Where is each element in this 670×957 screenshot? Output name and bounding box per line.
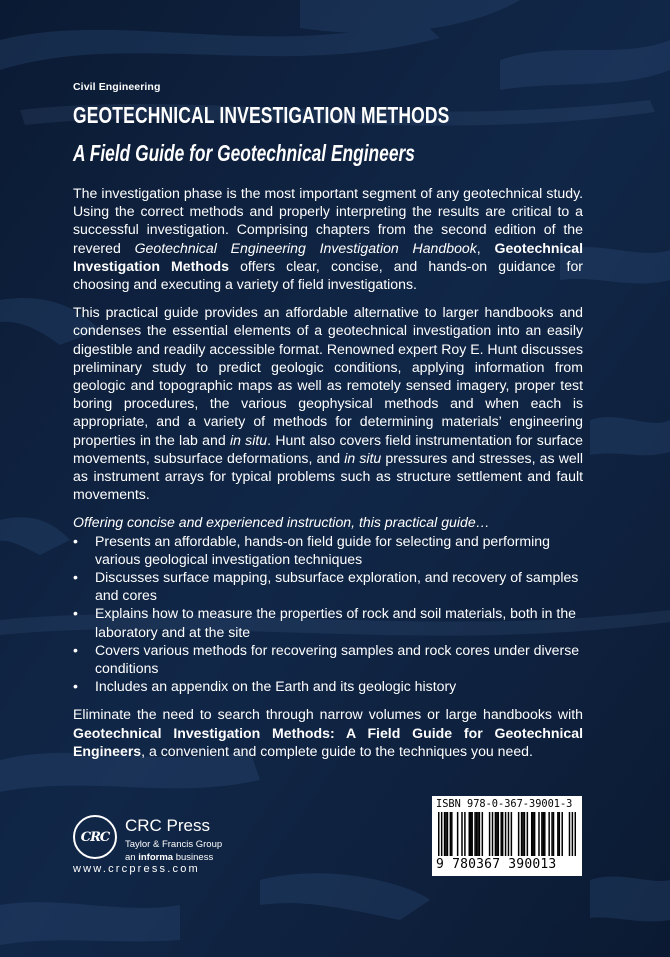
barcode-bar (479, 812, 481, 856)
barcode-bar (461, 812, 463, 856)
barcode-bar (450, 812, 452, 856)
feature-item: • Covers various methods for recovering samples and rock cores under diverse conditions (73, 641, 580, 677)
barcode-bar (469, 812, 471, 856)
barcode-bars (438, 812, 576, 856)
barcode-bar (482, 812, 484, 856)
description (73, 184, 583, 770)
barcode-bar (505, 812, 507, 856)
bullet-icon: • (73, 532, 78, 549)
barcode-bar (470, 812, 472, 856)
publisher-business: an informa business (125, 852, 214, 863)
book-title: GEOTECHNICAL INVESTIGATION METHODS (73, 102, 450, 128)
barcode-bar (538, 812, 540, 856)
barcode-bar (464, 812, 466, 856)
barcode-bar (500, 812, 502, 856)
barcode-bar (541, 812, 543, 856)
barcode-bar (502, 812, 504, 856)
barcode-bar (532, 812, 534, 856)
bullets-intro: Offering concise and experienced instruction, this practical guide… (73, 514, 490, 531)
barcode-bar (553, 812, 555, 856)
barcode-bar (457, 812, 459, 856)
barcode-bar (496, 812, 498, 856)
barcode-bar (575, 812, 576, 856)
bullet-icon: • (73, 605, 78, 622)
bullet-icon: • (73, 678, 78, 695)
publisher-name: CRC Press (125, 816, 211, 835)
isbn-text: ISBN 978-0-367-39001-3 (436, 798, 573, 810)
barcode-bar (572, 812, 574, 856)
barcode-bar (522, 812, 524, 856)
barcode-bar (551, 812, 553, 856)
barcode-bar (445, 812, 447, 856)
category-label: Civil Engineering (73, 81, 161, 93)
barcode-bar (492, 812, 494, 856)
ean-digits: 9 780367 390013 (436, 857, 557, 872)
crc-logo-icon: CRC (73, 815, 117, 859)
isbn-barcode (432, 796, 582, 876)
barcode-bar (511, 812, 513, 856)
barcode-bar (544, 812, 546, 856)
barcode-bar (447, 812, 449, 856)
bullet-icon: • (73, 569, 78, 586)
barcode-bar (521, 812, 523, 856)
barcode-bar (559, 812, 561, 856)
barcode-bar (444, 812, 446, 856)
feature-item: • Presents an affordable, hands-on field guide for selecting and performing various geological investigation techniques (73, 532, 550, 567)
barcode-bar (477, 812, 479, 856)
barcode-bar (498, 812, 500, 856)
description-paragraph: This practical guide provides an affordable alternative to larger handbooks and condenses the essential elements of a geotechnical investigation into an easily digestible and readily accessible format. Renowned expert Roy E. Hunt discusses preliminary study to predict geologic conditions, applying information from geologic and topographic maps as well as remotely sensed imagery, proper test boring procedures, the various geophysical methods and when each is appropriate, and a variety of methods for determining materials’ engineering properties in the lab and in situ. Hunt also covers field instrumentation for surface movements, subsurface deformations, and in situ pressures and stresses, as well as instrument arrays for typical problems such as structure settlement and fault movements. (73, 304, 583, 503)
barcode-bar (534, 812, 536, 856)
barcode-bar (441, 812, 443, 856)
barcode-bar (524, 812, 526, 856)
bullet-icon: • (73, 641, 78, 658)
feature-item: • Discusses surface mapping, subsurface exploration, and recovery of samples and cores (73, 569, 579, 604)
barcode-bar (518, 812, 520, 856)
publisher-group: Taylor & Francis Group (125, 839, 223, 850)
barcode-bar (543, 812, 545, 856)
barcode-bar (548, 812, 550, 856)
barcode-bar (471, 812, 473, 856)
book-subtitle: A Field Guide for Geotechnical Engineers (73, 140, 415, 166)
publisher-url: www.crcpress.com (73, 863, 200, 875)
barcode-bar (489, 812, 491, 856)
barcode-bar (561, 812, 563, 856)
barcode-bar (474, 812, 476, 856)
barcode-bar (508, 812, 510, 856)
description-paragraph: The investigation phase is the most important segment of any geotechnical study. Using the correct methods and properly interpreting the results are critical to a successful investigation. Comprising chapters from the second edition of the revered Geotechnical Engineering Investigation Handbook, Geotechnical Investigation Methods offers clear, concise, and hands-on guidance for choosing and executing a variety of field investigations. (73, 185, 584, 293)
barcode-bar (495, 812, 497, 856)
barcode-bar (569, 812, 571, 856)
feature-item: • Includes an appendix on the Earth and its geologic history (73, 678, 457, 695)
closing-paragraph: Eliminate the need to search through narrow volumes or large handbooks with Geotechnical Investigation Methods: A Field Guide for Geotechnical Engineers, a convenient and complete guide to the techniques you need. (73, 706, 583, 759)
feature-list (73, 532, 583, 696)
barcode-bar (531, 812, 533, 856)
barcode-bar (527, 812, 529, 856)
barcode-bar (451, 812, 453, 856)
feature-item: • Explains how to measure the properties of rock and soil materials, both in the laboratory and at the site (73, 605, 577, 640)
barcode-bar (476, 812, 478, 856)
barcode-bar (557, 812, 559, 856)
barcode-bar (438, 812, 440, 856)
